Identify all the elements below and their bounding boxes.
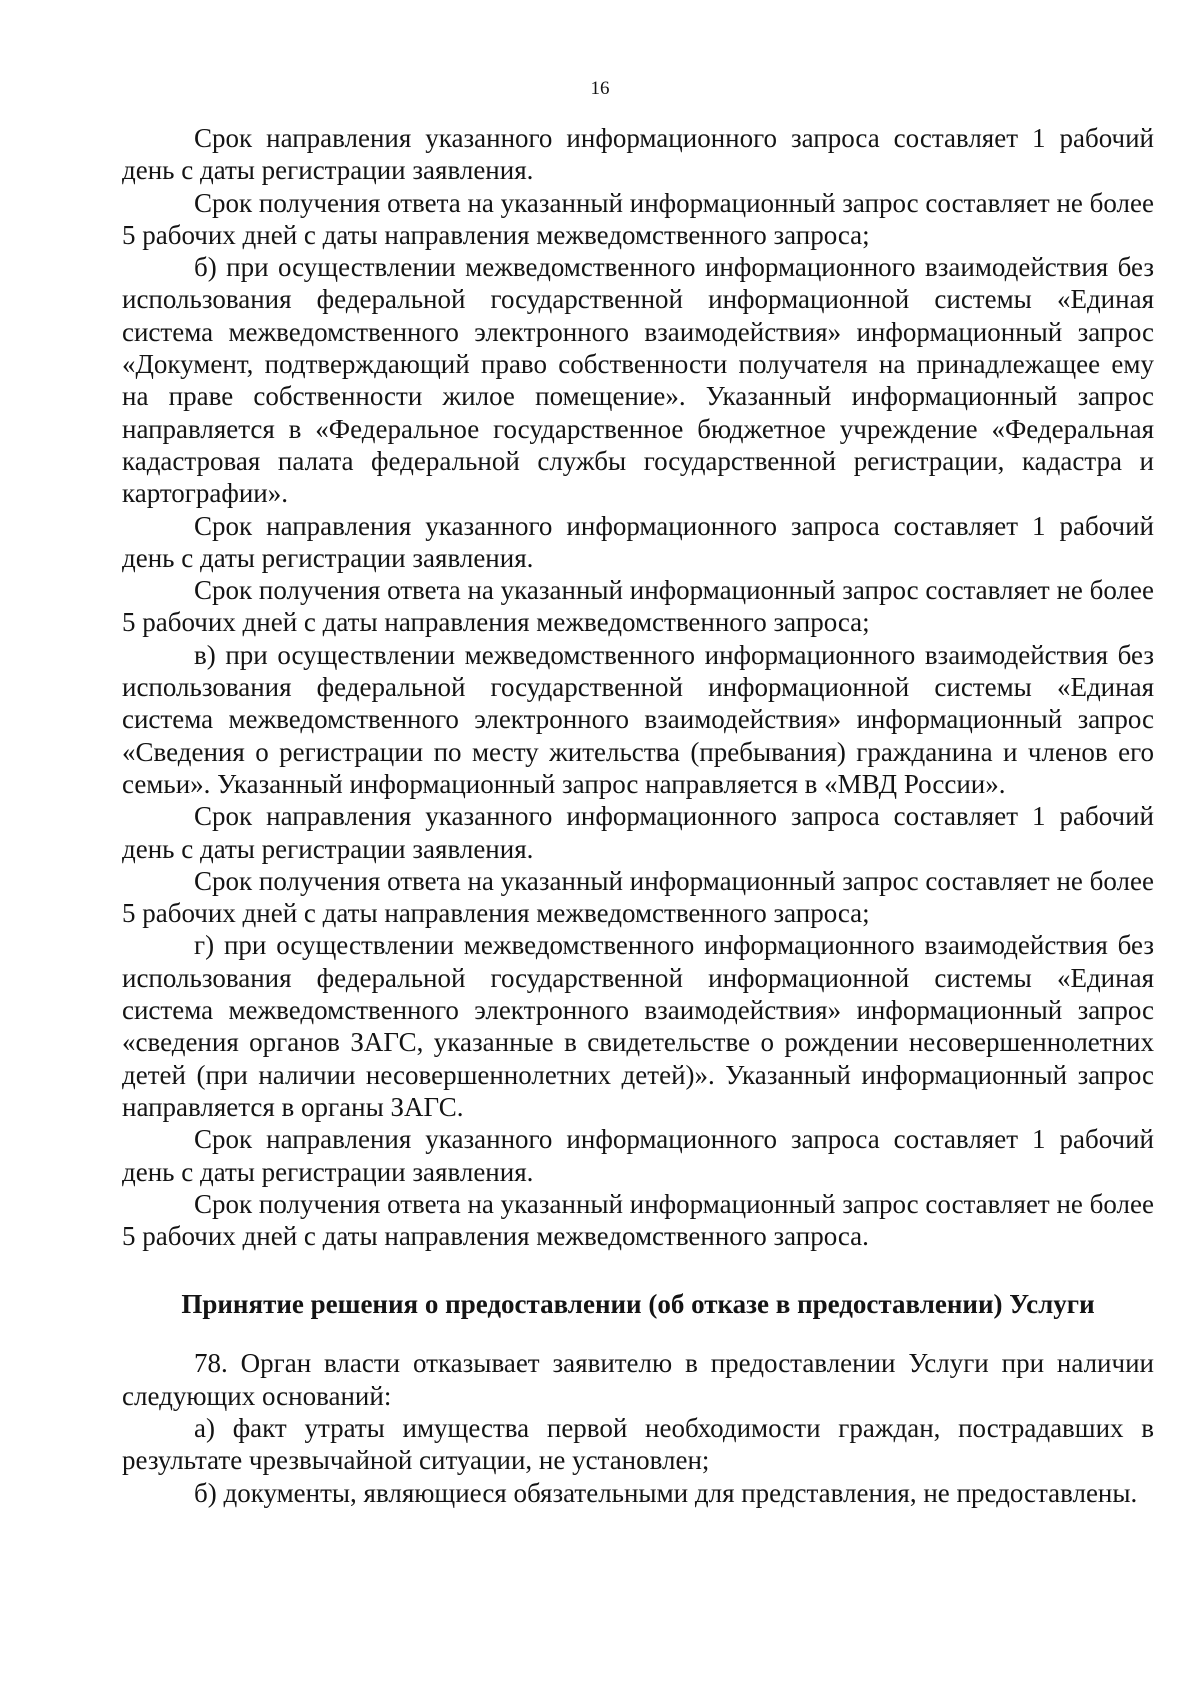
paragraph: Срок получения ответа на указанный информационный запрос составляет не более 5 рабочих дней с даты направления межведомственного запроса; — [122, 575, 1154, 638]
page-number: 16 — [590, 78, 610, 99]
section-78-item-b: б) документы, являющиеся обязательными для представления, не предоставлены. — [194, 1477, 1138, 1508]
paragraph: в) при осуществлении межведомственного информационного взаимодействия без использования федеральной государственной информационной системы «Единая система межведомственного электронного взаимодействия» информационный запрос «Сведения о регистрации по месту жительства (пребывания) гражданина и членов его семьи». Указанный информационный запрос направляется в «МВД России». — [122, 639, 1154, 799]
paragraph: Срок направления указанного информационного запроса составляет 1 рабочий день с даты регистрации заявления. — [122, 801, 1154, 864]
paragraph: Срок получения ответа на указанный информационный запрос составляет не более 5 рабочих дней с даты направления межведомственного запроса; — [122, 865, 1154, 929]
section-heading: Принятие решения о предоставлении (об отказе в предоставлении) Услуги — [181, 1289, 1095, 1320]
paragraph: Срок направления указанного информационного запроса составляет 1 рабочий день с даты регистрации заявления. — [122, 510, 1154, 573]
document-body — [122, 122, 1154, 1509]
paragraph: Срок получения ответа на указанный информационный запрос составляет не более 5 рабочих дней с даты направления межведомственного запроса. — [122, 1188, 1154, 1252]
paragraph: б) при осуществлении межведомственного информационного взаимодействия без использования федеральной государственной информационной системы «Единая система межведомственного электронного взаимодействия» информационный запрос «Документ, подтверждающий право собственности получателя на принадлежащее ему на праве собственности жилое помещение». Указанный информационный запрос направляется в «Федеральное государственное бюджетное учреждение «Федеральная кадастровая палата федеральной службы государственной регистрации, кадастра и картографии». — [122, 252, 1154, 509]
paragraph: Срок направления указанного информационного запроса составляет 1 рабочий день с даты регистрации заявления. — [122, 123, 1154, 186]
paragraph: г) при осуществлении межведомственного информационного взаимодействия без использования федеральной государственной информационной системы «Единая система межведомственного электронного взаимодействия» информационный запрос «сведения органов ЗАГС, указанные в свидетельстве о рождении несовершеннолетних детей (при наличии несовершеннолетних детей)». Указанный информационный запрос направляется в органы ЗАГС. — [122, 930, 1154, 1122]
section-78-item-a: а) факт утраты имущества первой необходимости граждан, пострадавших в результате чрезвычайной ситуации, не установлен; — [122, 1412, 1154, 1476]
paragraph: Срок направления указанного информационного запроса составляет 1 рабочий день с даты регистрации заявления. — [122, 1124, 1154, 1187]
paragraph: Срок получения ответа на указанный информационный запрос составляет не более 5 рабочих дней с даты направления межведомственного запроса; — [122, 187, 1154, 250]
section-78-intro: 78. Орган власти отказывает заявителю в предоставлении Услуги при наличии следующих оснований: — [122, 1348, 1154, 1411]
